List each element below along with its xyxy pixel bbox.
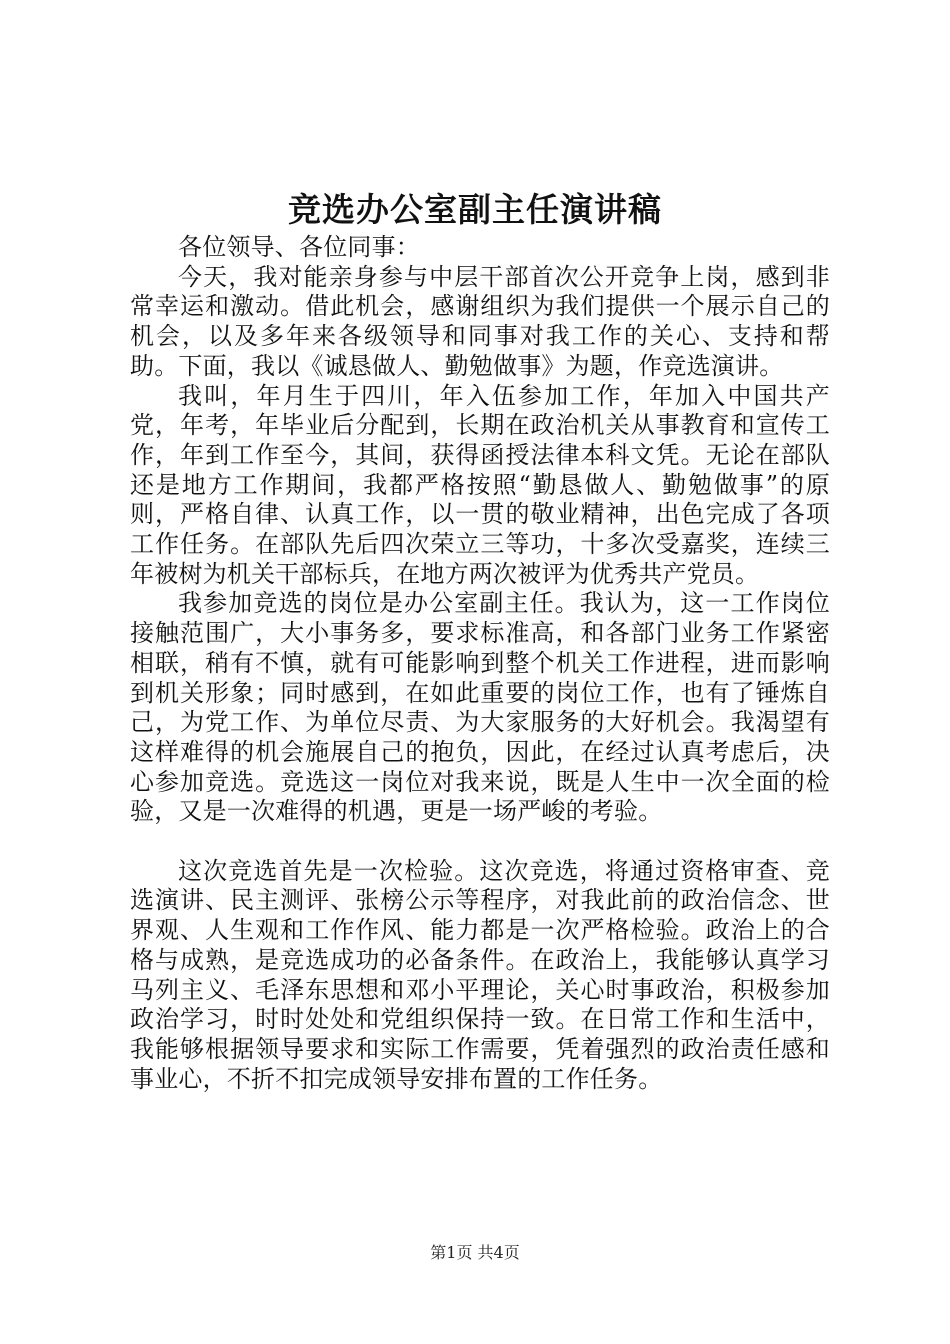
- document-body: [130, 233, 830, 1094]
- document-title: 竞选办公室副主任演讲稿: [288, 190, 662, 229]
- body-paragraph: 我参加竞选的岗位是办公室副主任。我认为，这一工作岗位接触范围广，大小事务多，要求标准高，和各部门业务工作紧密相联，稍有不慎，就有可能影响到整个机关工作进程，进而影响到机关形象；同时感到，在如此重要的岗位工作，也有了锤炼自己，为党工作、为单位尽责、为大家服务的大好机会。我渴望有这样难得的机会施展自己的抱负，因此，在经过认真考虑后，决心参加竞选。竞选这一岗位对我来说，既是人生中一次全面的检验，又是一次难得的机遇，更是一场严峻的考验。: [130, 589, 830, 826]
- body-paragraph: 这次竞选首先是一次检验。这次竞选，将通过资格审查、竞选演讲、民主测评、张榜公示等程序，对我此前的政治信念、世界观、人生观和工作作风、能力都是一次严格检验。政治上的合格与成熟，是竞选成功的必备条件。在政治上，我能够认真学习马列主义、毛泽东思想和邓小平理论，关心时事政治，积极参加政治学习，时时处处和党组织保持一致。在日常工作和生活中，我能够根据领导要求和实际工作需要，凭着强烈的政治责任感和事业心，不折不扣完成领导安排布置的工作任务。: [130, 856, 830, 1093]
- body-paragraph: 我叫，年月生于四川，年入伍参加工作，年加入中国共产党，年考，年毕业后分配到，长期在政治机关从事教育和宣传工作，年到工作至今，其间，获得函授法律本科文凭。无论在部队还是地方工作期间，我都严格按照“勤恳做人、勤勉做事”的原则，严格自律、认真工作，以一贯的敬业精神，出色完成了各项工作任务。在部队先后四次荣立三等功，十多次受嘉奖，连续三年被树为机关干部标兵，在地方两次被评为优秀共产党员。: [130, 381, 830, 588]
- page-footer: 第1页 共4页: [430, 1243, 520, 1262]
- body-paragraph: 今天，我对能亲身参与中层干部首次公开竞争上岗，感到非常幸运和激动。借此机会，感谢组织为我们提供一个展示自己的机会，以及多年来各级领导和同事对我工作的关心、支持和帮助。下面，我以《诚恳做人、勤勉做事》为题，作竞选演讲。: [130, 262, 830, 380]
- salutation-paragraph: 各位领导、各位同事：: [178, 233, 420, 261]
